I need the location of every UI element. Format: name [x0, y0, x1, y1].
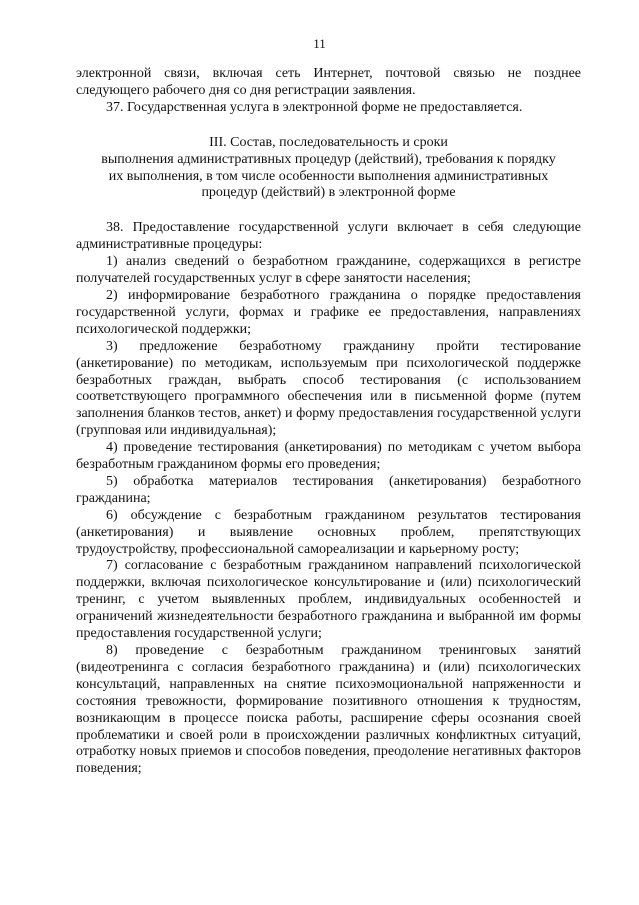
procedure-item-8: 8) проведение с безработным гражданином тренинговых занятий (видеотренинга с согласия безработного гражданина) и (или) психологических консультаций, направленных на снятие психоэмоциональной напряженности и состояния тревожности, формирование позитивного отношения к трудностям, возникающим в процессе поиска работы, расширение сферы осознания своей проблематики и своей роли в происхождении различных конфликтных ситуаций, отработку новых приемов и способов поведения, преодоление негативных факторов поведения;: [76, 643, 581, 777]
section-heading-line-1: III. Состав, последовательность и сроки: [209, 134, 448, 150]
paragraph-38: 38. Предоставление государственной услуги включает в себя следующие административные процедуры:: [76, 220, 581, 253]
procedure-item-3: 3) предложение безработному гражданину пройти тестирование (анкетирование) по методикам, используемым при психологической поддержке безработных граждан, выбрать способ тестирования (с использованием соответствующего программного обеспечения или в письменной форме (путем заполнения бланков тестов, анкет) и форму предоставления государственной услуги (групповая или индивидуальная);: [76, 338, 581, 439]
page-content: [76, 66, 581, 778]
procedure-item-1: 1) анализ сведений о безработном гражданине, содержащихся в регистре получателей государственных услуг в сфере занятости населения;: [76, 254, 581, 287]
section-heading-line-3: их выполнения, в том числе особенности выполнения административных: [108, 168, 549, 184]
procedure-item-6: 6) обсуждение с безработным гражданином результатов тестирования (анкетирования) и выявление основных проблем, препятствующих трудоустройству, профессиональной самореализации и карьерному росту;: [76, 507, 581, 557]
procedure-item-4: 4) проведение тестирования (анкетирования) по методикам с учетом выбора безработным гражданином формы его проведения;: [76, 440, 581, 473]
section-heading: [76, 135, 581, 203]
procedure-item-7: 7) согласование с безработным гражданином направлений психологической поддержки, включая психологическое консультирование и (или) психологический тренинг, с учетом выявленных проблем, индивидуальных особенностей и ограничений жизнедеятельности безработного гражданина и выбранной им формы предоставления государственной услуги;: [76, 558, 581, 642]
paragraph-37: 37. Государственная услуга в электронной форме не предоставляется.: [106, 99, 523, 115]
section-heading-line-2: выполнения административных процедур (действий), требования к порядку: [101, 151, 556, 167]
section-heading-line-4: процедур (действий) в электронной форме: [201, 185, 456, 201]
intro-continuation: электронной связи, включая сеть Интернет, почтовой связью не позднее следующего рабочего дня со дня регистрации заявления.: [76, 66, 581, 98]
procedure-item-5: 5) обработка материалов тестирования (анкетирования) безработного гражданина;: [76, 473, 581, 506]
page-number: 11: [313, 36, 326, 51]
procedure-item-2: 2) информирование безработного гражданина о порядке предоставления государственной услуги, формах и графике ее предоставления, направлениях психологической поддержки;: [76, 287, 581, 337]
procedure-list: [76, 254, 581, 778]
